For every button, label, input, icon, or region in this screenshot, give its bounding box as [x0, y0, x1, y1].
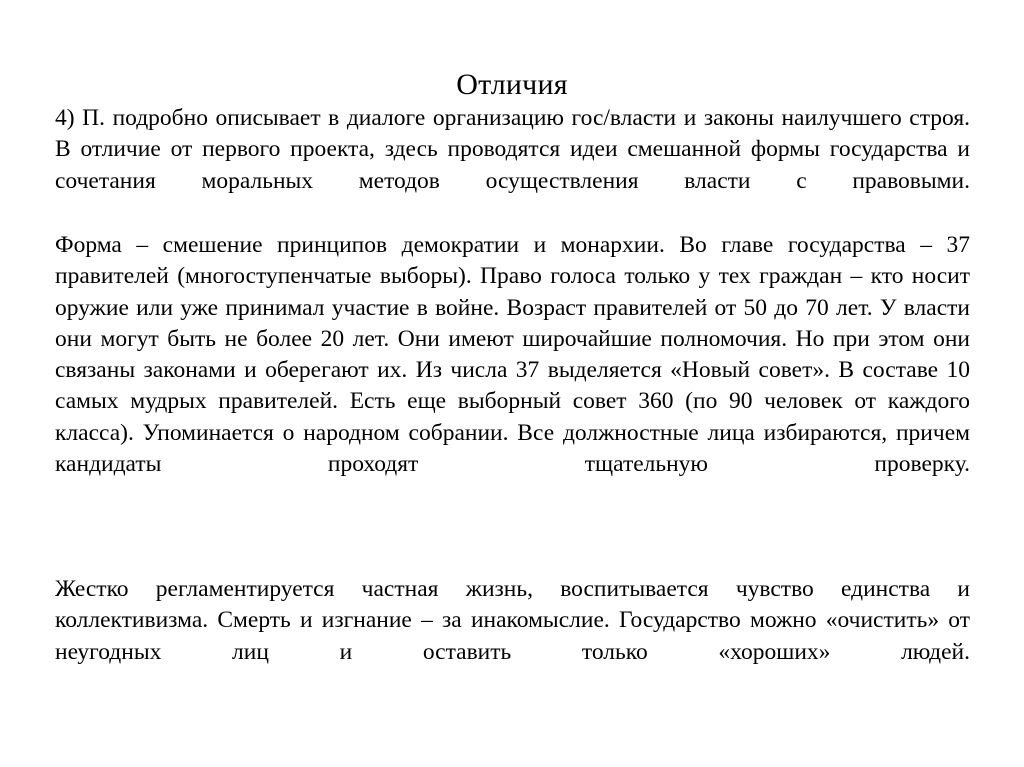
body-paragraph-2: Форма – смешение принципов демократии и монархии. Во главе государства – 37 правителей (многоступенчатые выборы). Право голоса только у тех граждан – кто носит оружие или уже принимал участие в войне. Возраст правителей от 50 до 70 лет. У власти они могут быть не более 20 лет. Они имеют широчайшие полномочия. Но при этом они связаны законами и оберегают их. Из числа 37 выделяется «Новый совет». В составе 10 самых мудрых правителей. Есть еще выборный совет 360 (по 90 человек от каждого класса). Упоминается о народном собрании. Все должностные лица избираются, причем кандидаты проходят тщательную проверку. — [55, 232, 970, 478]
body-paragraph-3: Жестко регламентируется частная жизнь, воспитывается чувство единства и коллективизма. Смерть и изгнание – за инакомыслие. Государство можно «очистить» от неугодных лиц и оставить только «хороших» людей. — [55, 576, 970, 665]
page-title: Отличия — [456, 68, 568, 102]
body-paragraph-1: 4) П. подробно описывает в диалоге организацию гос/власти и законы наилучшего строя. В отличие от первого проекта, здесь проводятся идеи смешанной формы государства и сочетания моральных методов осуществления власти с правовыми. — [55, 105, 970, 194]
